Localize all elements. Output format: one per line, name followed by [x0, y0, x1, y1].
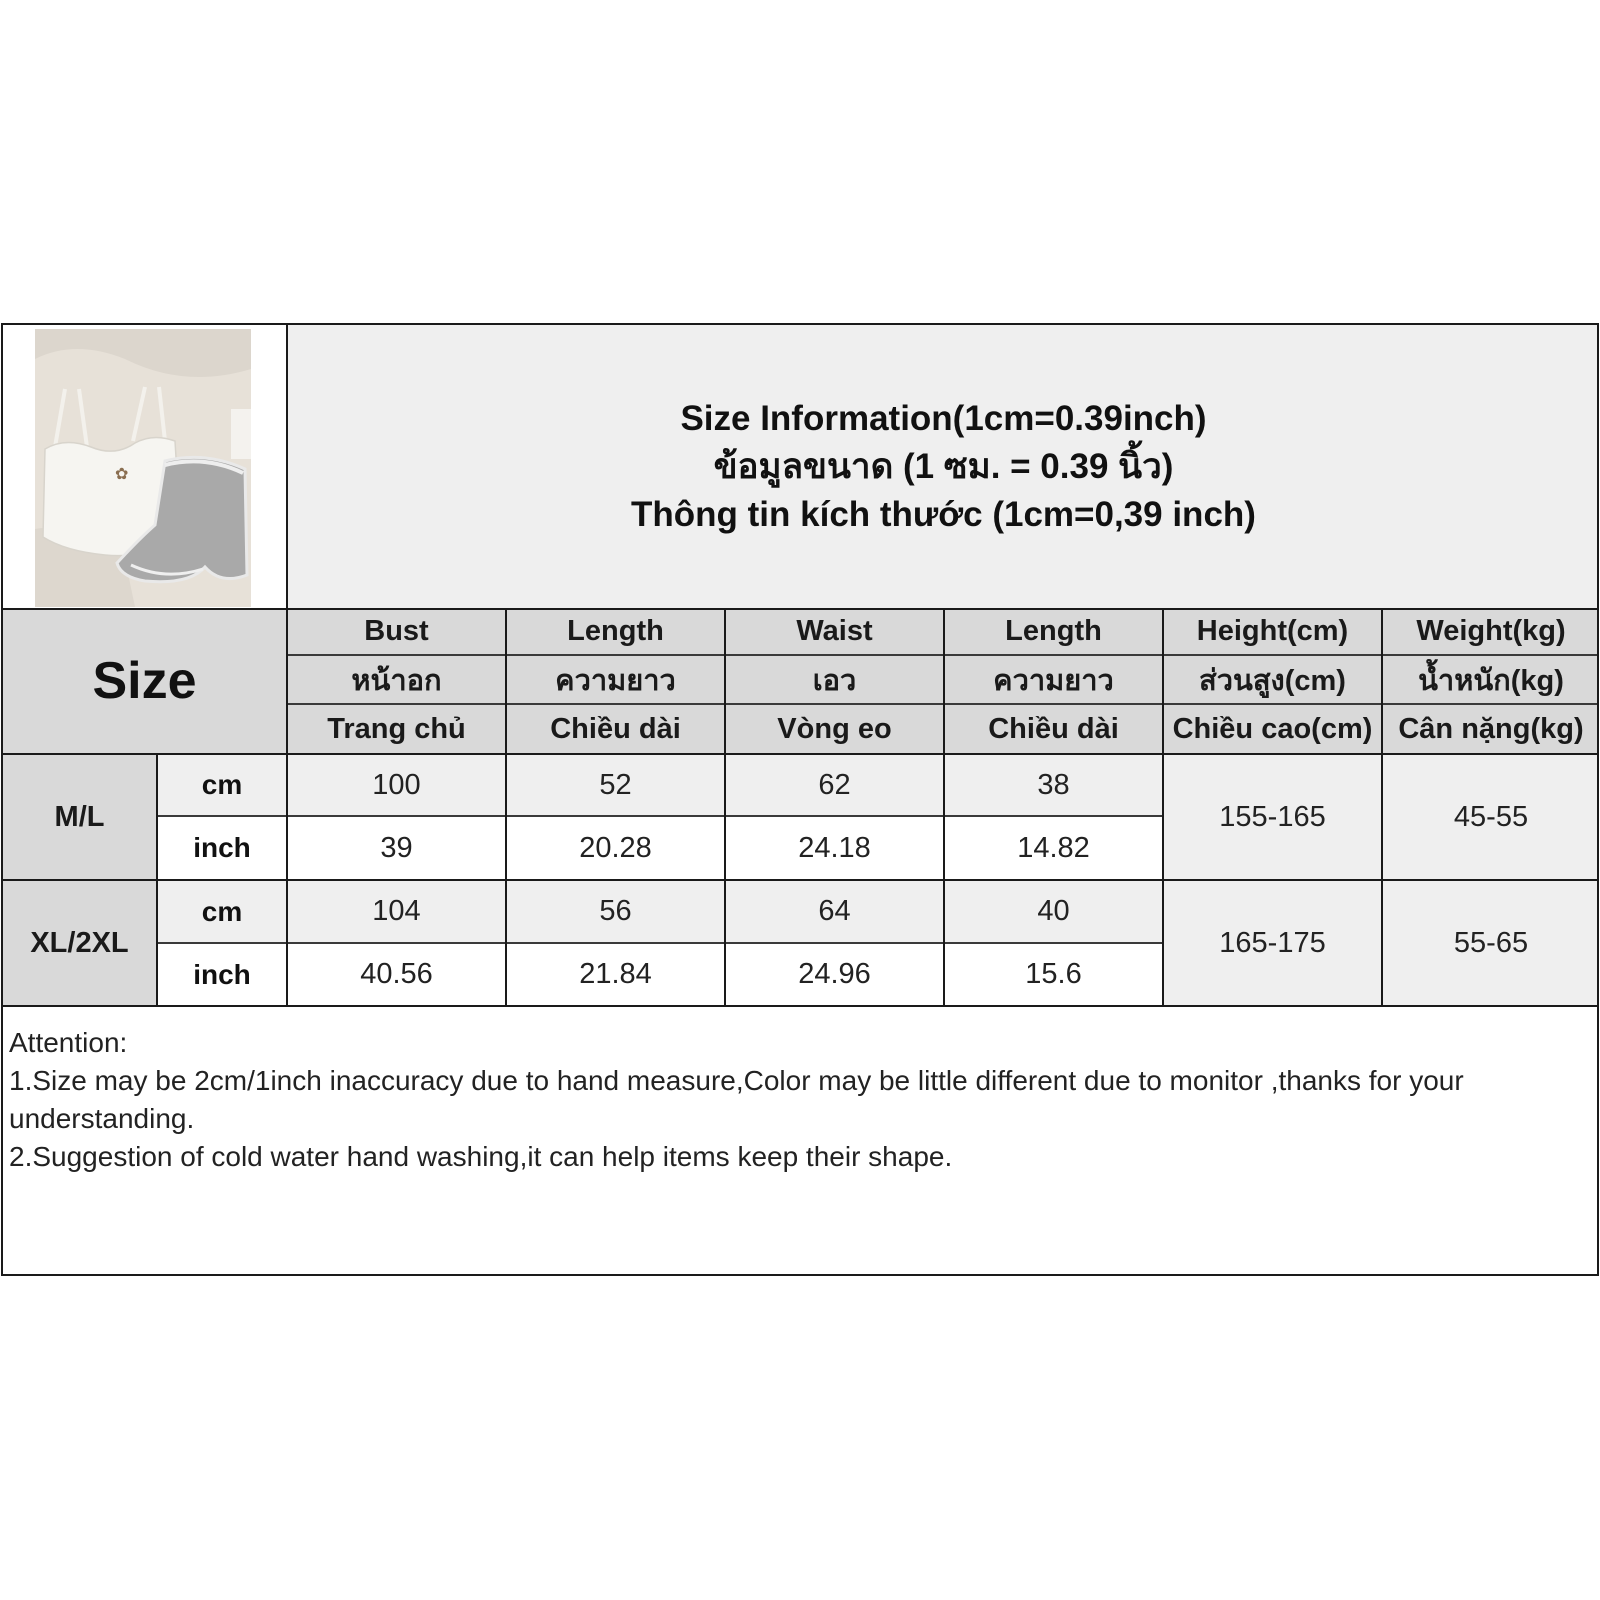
grid-line [1381, 608, 1383, 1005]
height-range-cell: 155-165 [1164, 755, 1381, 879]
col-header-en: Height(cm) [1164, 608, 1381, 654]
value-cell: 56 [507, 881, 724, 942]
col-header-vi: Vòng eo [726, 705, 943, 753]
value-cell: 62 [726, 755, 943, 815]
size-label: Size [92, 651, 197, 710]
title-vietnamese: Thông tin kích thước (1cm=0,39 inch) [631, 494, 1256, 534]
product-photo [35, 329, 251, 607]
col-header-en: Weight(kg) [1383, 608, 1599, 654]
col-header-en: Length [945, 608, 1162, 654]
unit-label-cm: cm [158, 881, 286, 942]
col-header-vi: Trang chủ [288, 705, 505, 753]
value-cell: 20.28 [507, 817, 724, 879]
weight-range-cell: 55-65 [1383, 881, 1599, 1005]
col-header-th: หน้าอก [288, 656, 505, 703]
col-header-en: Waist [726, 608, 943, 654]
col-header-en: Bust [288, 608, 505, 654]
grid-line [156, 753, 158, 1005]
value-cell: 64 [726, 881, 943, 942]
col-header-vi: Cân nặng(kg) [1383, 705, 1599, 753]
title-block [288, 325, 1599, 608]
notes-heading: Attention: [9, 1027, 128, 1058]
note-line: 2.Suggestion of cold water hand washing,it can help items keep their shape. [9, 1141, 953, 1172]
value-cell: 24.18 [726, 817, 943, 879]
col-header-th: น้ำหนัก(kg) [1383, 656, 1599, 703]
col-header-en: Length [507, 608, 724, 654]
grid-line [3, 608, 1599, 610]
grid-line [156, 942, 1164, 944]
size-row-label: XL/2XL [3, 881, 156, 1005]
svg-text:✿: ✿ [115, 464, 129, 483]
value-cell: 52 [507, 755, 724, 815]
value-cell: 24.96 [726, 944, 943, 1005]
unit-label-inch: inch [158, 817, 286, 879]
value-cell: 40.56 [288, 944, 505, 1005]
grid-line [943, 608, 945, 1005]
col-header-vi: Chiều dài [945, 705, 1162, 753]
col-header-vi: Chiều dài [507, 705, 724, 753]
attention-notes [9, 1024, 1589, 1176]
note-line: 1.Size may be 2cm/1inch inaccuracy due to hand measure,Color may be little different due to monitor ,thanks for your [9, 1065, 1464, 1096]
col-header-vi: Chiều cao(cm) [1164, 705, 1381, 753]
unit-label-inch: inch [158, 944, 286, 1005]
grid-line [724, 608, 726, 1005]
col-header-th: ส่วนสูง(cm) [1164, 656, 1381, 703]
note-line: understanding. [9, 1103, 195, 1134]
grid-line [3, 1005, 1599, 1007]
value-cell: 14.82 [945, 817, 1162, 879]
value-cell: 15.6 [945, 944, 1162, 1005]
grid-line [3, 879, 1599, 881]
size-chart [1, 323, 1599, 1276]
grid-line [1162, 608, 1164, 1005]
col-header-th: ความยาว [507, 656, 724, 703]
value-cell: 104 [288, 881, 505, 942]
value-cell: 40 [945, 881, 1162, 942]
unit-label-cm: cm [158, 755, 286, 815]
grid-line [156, 815, 1164, 817]
camisole-and-shorts-illustration [35, 329, 251, 607]
size-header-cell [3, 608, 286, 753]
value-cell: 21.84 [507, 944, 724, 1005]
title-thai: ข้อมูลขนาด (1 ซม. = 0.39 นิ้ว) [713, 446, 1174, 486]
weight-range-cell: 45-55 [1383, 755, 1599, 879]
value-cell: 100 [288, 755, 505, 815]
height-range-cell: 165-175 [1164, 881, 1381, 1005]
value-cell: 39 [288, 817, 505, 879]
title-english: Size Information(1cm=0.39inch) [680, 398, 1207, 438]
grid-line [286, 325, 288, 1005]
value-cell: 38 [945, 755, 1162, 815]
size-row-label: M/L [3, 755, 156, 879]
grid-line [3, 753, 1599, 755]
grid-line [505, 608, 507, 1005]
col-header-th: เอว [726, 656, 943, 703]
col-header-th: ความยาว [945, 656, 1162, 703]
